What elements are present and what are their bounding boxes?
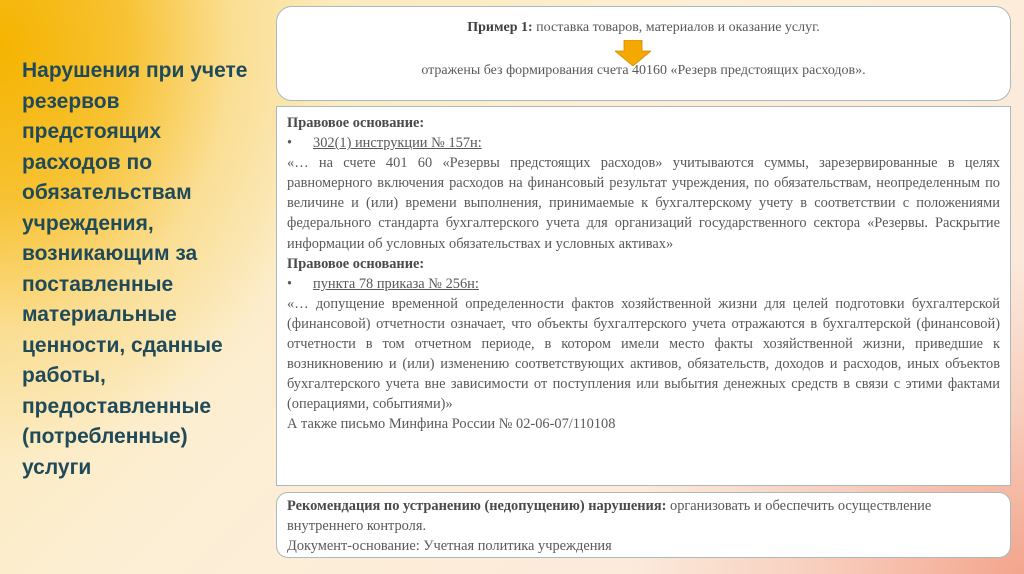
order-256n-link[interactable]: пункта 78 приказа № 256н: xyxy=(313,275,479,292)
legal-basis-heading-2: Правовое основание: xyxy=(287,255,425,272)
legal-basis-box xyxy=(276,106,1011,486)
slide-title: Нарушения при учете резервов предстоящих расходов по обязательствам учреждения, возникающим за поставленные материальные ценности, сданные работы, предоставленные (потребленные) услуги xyxy=(22,59,248,479)
example-text: поставка товаров, материалов и оказание услуг. xyxy=(532,20,820,35)
legal-quote-1: «… на счете 401 60 «Резервы предстоящих расходов» учитываются суммы, зарезервированные в целях равномерного включения расходов на финансовый результат учреждения, по обязательствам, неопределенным по величине и (или) времени выполнения, принимаемые к бухгалтерскому учету в соответствии с положениями федерального стандарта бухгалтерского учета для организаций государственного сектора «Резервы. Раскрытие информации об условных обязательствах и условных активах» xyxy=(287,155,1000,252)
ministry-letter-note: А также письмо Минфина России № 02-06-07/110108 xyxy=(287,416,616,433)
instruction-157n-link[interactable]: 302(1) инструкции № 157н: xyxy=(313,135,482,152)
legal-reference-1 xyxy=(287,133,1000,153)
legal-reference-2 xyxy=(287,274,1000,294)
bullet-2: • xyxy=(287,275,293,292)
bullet-1: • xyxy=(287,135,293,152)
result-text: отражены без формирования счета 40160 «Резерв предстоящих расходов». xyxy=(421,63,866,78)
document-basis: Документ-основание: Учетная политика учреждения xyxy=(287,538,612,554)
recommendation-text: организовать и обеспечить осуществление внутреннего контроля. xyxy=(287,498,932,534)
recommendation-box xyxy=(276,492,1011,558)
legal-basis-heading-1: Правовое основание: xyxy=(287,115,425,131)
example-label: Пример 1: xyxy=(467,20,533,35)
recommendation-label: Рекомендация по устранению (недопущению) нарушения: xyxy=(287,498,667,514)
legal-quote-2: «… допущение временной определенности фактов хозяйственной жизни для целей подготовки бухгалтерской (финансовой) отчетности означает, что объекты бухгалтерского учета отражаются в бухгалтерской (финансовой) отчетности в том отчетном периоде, в котором имели место факты хозяйственной жизни, приведшие к возникновению и (или) изменению соответствующих активов, обязательств, доходов и расходов, иных объектов бухгалтерского учета вне зависимости от поступления или выбытия денежных средств в связи с этими фактами (операциями, событиями)» xyxy=(287,295,1000,413)
recommendation-line xyxy=(287,496,1000,536)
example-line xyxy=(277,20,1010,36)
example-box xyxy=(276,6,1011,101)
